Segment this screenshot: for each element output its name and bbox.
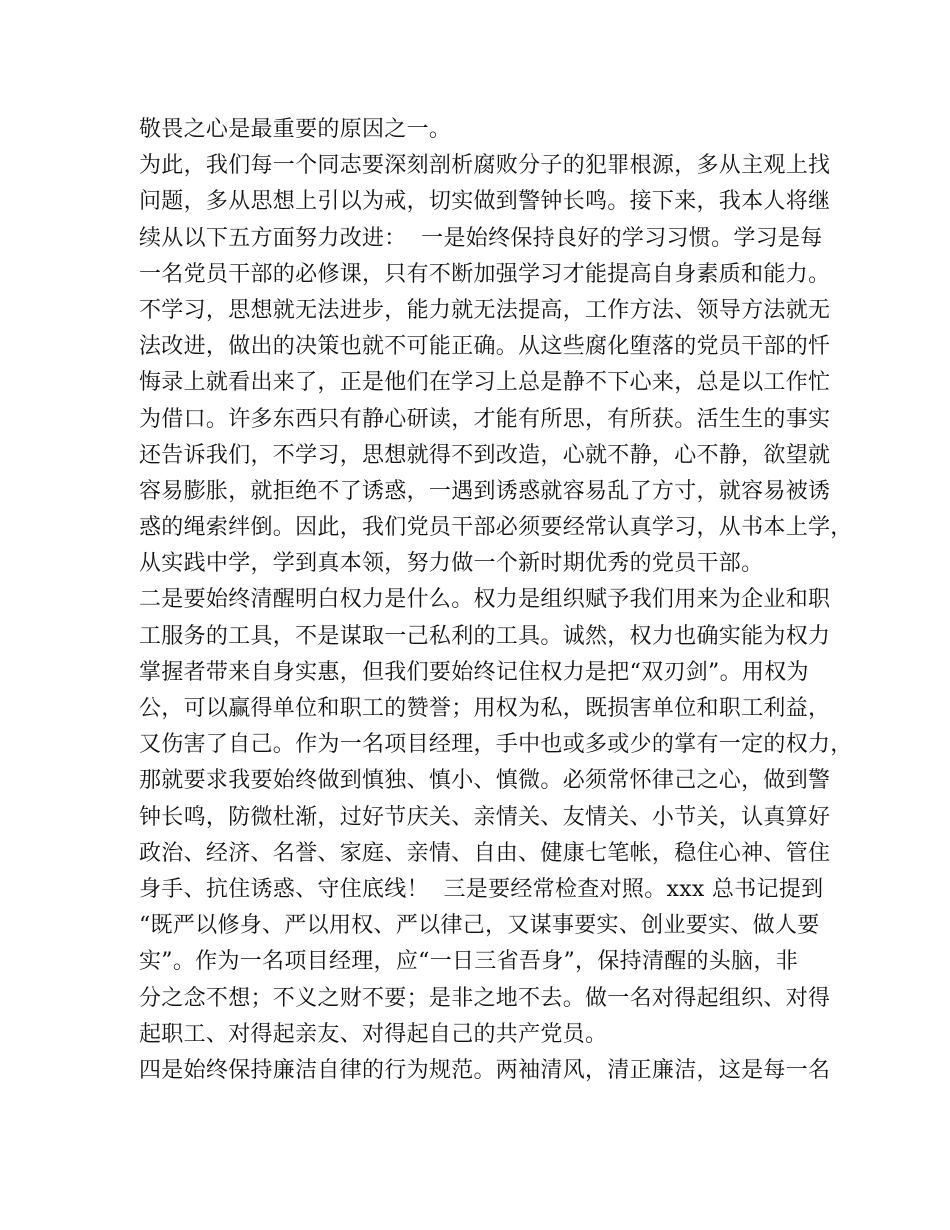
text-line: 实”。作为一名项目经理，应“一日三省吾身”，保持清醒的头脑，非 <box>139 949 799 975</box>
text-line: 起职工、对得起亲友、对得起自己的共产党员。 <box>139 1021 608 1047</box>
text-line: 为此，我们每一个同志要深刻剖析腐败分子的犯罪根源，多从主观上找 <box>139 153 831 179</box>
text-line: 悔录上就看出来了，正是他们在学习上总是静不下心来，总是以工作忙 <box>139 370 831 396</box>
text-line: 四是始终保持廉洁自律的行为规范。两袖清风，清正廉洁，这是每一名 <box>139 1057 831 1083</box>
text-line: 容易膨胀，就拒绝不了诱惑，一遇到诱惑就容易乱了方寸，就容易被诱 <box>139 478 831 504</box>
text-line: 政治、经济、名誉、家庭、亲情、自由、健康七笔帐，稳住心神、管住 <box>139 840 831 866</box>
text-line: 问题，多从思想上引以为戒，切实做到警钟长鸣。接下来，我本人将继 <box>139 189 831 215</box>
text-line: 续从以下五方面努力改进： 一是始终保持良好的学习习惯。学习是每 <box>139 225 823 251</box>
text-line: 不学习，思想就无法进步，能力就无法提高，工作方法、领导方法就无 <box>139 297 831 323</box>
text-line: 身手、抗住诱惑、守住底线！ 三是要经常检查对照。xxx 总书记提到 <box>139 876 824 902</box>
text-line: 敬畏之心是最重要的原因之一。 <box>139 117 452 142</box>
text-line: 为借口。许多东西只有静心研读，才能有所思，有所获。活生生的事实 <box>139 406 831 432</box>
text-line: 分之念不想；不义之财不要；是非之地不去。做一名对得起组织、对得 <box>139 985 831 1011</box>
text-line: “既严以修身、严以用权、严以律己，又谋事要实、创业要实、做人要 <box>139 913 820 939</box>
text-line: 惑的绳索绊倒。因此，我们党员干部必须要经常认真学习，从书本上学， <box>139 515 853 541</box>
text-line: 法改进，做出的决策也就不可能正确。从这些腐化堕落的党员干部的忏 <box>139 334 831 360</box>
text-line: 钟长鸣，防微杜渐，过好节庆关、亲情关、友情关、小节关，认真算好 <box>139 804 831 830</box>
text-line: 一名党员干部的必修课，只有不断加强学习才能提高自身素质和能力。 <box>139 261 831 287</box>
text-line: 工服务的工具，不是谋取一己私利的工具。诚然，权力也确实能为权力 <box>139 623 831 649</box>
text-line: 还告诉我们，不学习，思想就得不到改造，心就不静，心不静，欲望就 <box>139 442 831 468</box>
text-line: 公，可以赢得单位和职工的赞誉；用权为私，既损害单位和职工利益， <box>139 696 831 721</box>
text-line: 又伤害了自己。作为一名项目经理，手中也或多或少的掌有一定的权力， <box>139 732 853 758</box>
text-line: 那就要求我要始终做到慎独、慎小、慎微。必须常怀律己之心，做到警 <box>139 768 831 794</box>
text-line: 掌握者带来自身实惠，但我们要始终记住权力是把“双刃剑”。用权为 <box>139 659 809 685</box>
text-line: 从实践中学，学到真本领，努力做一个新时期优秀的党员干部。 <box>139 551 764 577</box>
text-line: 二是要始终清醒明白权力是什么。权力是组织赋予我们用来为企业和职 <box>139 587 831 613</box>
body-text <box>139 112 853 1089</box>
